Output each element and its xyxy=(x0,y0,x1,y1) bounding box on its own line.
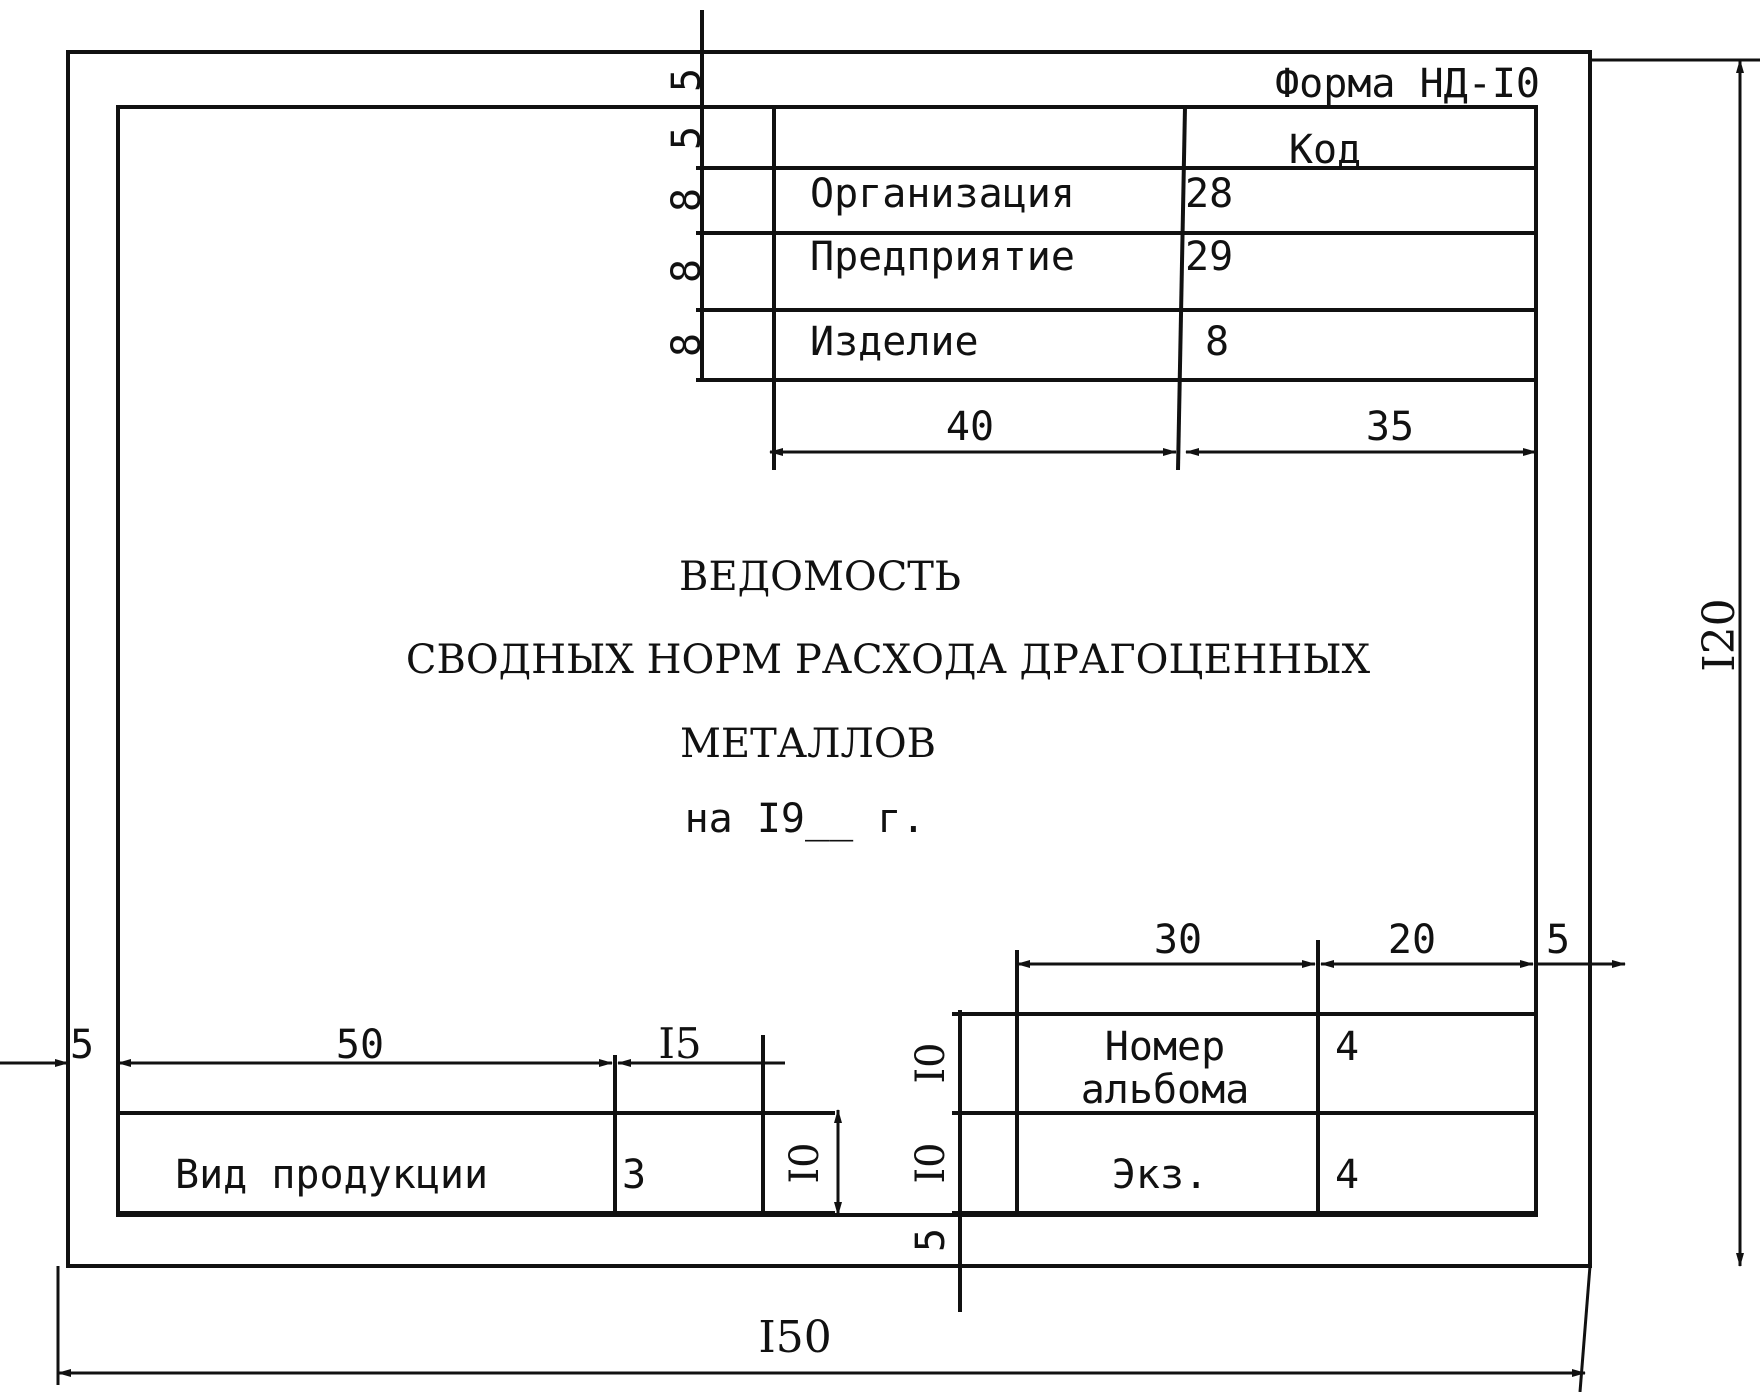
product-type-code: 3 xyxy=(622,1152,647,1198)
overall-width-dimension xyxy=(58,1266,1590,1392)
dimension-label: 5 xyxy=(664,125,710,151)
title-line: ВЕДОМОСТЬ xyxy=(679,554,961,600)
dimension-label: 8 xyxy=(664,332,710,358)
dimension-label: 8 xyxy=(664,258,710,284)
dimension-label: I20 xyxy=(1694,598,1745,672)
header-row-label: Организация xyxy=(810,171,1075,217)
bottom-right-dimensions xyxy=(1017,917,1625,964)
header-column-dimensions xyxy=(770,404,1536,452)
top-vertical-dimensions xyxy=(664,10,712,380)
dimension-label: I50 xyxy=(758,1312,832,1363)
dimension-label: 5 xyxy=(69,1022,95,1068)
header-row-code: 29 xyxy=(1185,234,1234,280)
document-title xyxy=(406,554,1371,842)
product-type-label: Вид продукции xyxy=(175,1152,489,1198)
dimension-label: I0 xyxy=(908,1042,954,1084)
dimension-label: 8 xyxy=(664,187,710,213)
title-line: на I9__ г. xyxy=(684,796,926,842)
dimension-label: 5 xyxy=(664,67,710,93)
code-header: Код xyxy=(1288,127,1362,173)
title-line: СВОДНЫХ НОРМ РАСХОДА ДРАГОЦЕННЫХ xyxy=(405,637,1371,683)
album-row-label: Экз. xyxy=(1111,1152,1209,1198)
overall-height-dimension xyxy=(1590,60,1760,1266)
dimension-label: I5 xyxy=(658,1019,702,1068)
dimension-label: 40 xyxy=(945,404,995,450)
dimension-label: I0 xyxy=(908,1142,954,1184)
album-table xyxy=(952,940,1536,1215)
dimension-label: 20 xyxy=(1387,917,1437,963)
album-row-label: Номер xyxy=(1104,1024,1226,1070)
dimension-label: 50 xyxy=(335,1022,385,1068)
dimension-label: 5 xyxy=(1545,917,1571,963)
header-row-label: Предприятие xyxy=(810,234,1075,280)
dimension-label: 30 xyxy=(1153,917,1203,963)
dimension-label: 35 xyxy=(1365,404,1415,450)
album-row-code: 4 xyxy=(1335,1024,1360,1070)
title-line: МЕТАЛЛОВ xyxy=(679,721,937,767)
album-row-label: альбома xyxy=(1080,1067,1250,1113)
form-label: Форма НД-I0 xyxy=(1275,61,1540,107)
header-row-code: 8 xyxy=(1205,319,1230,365)
bottom-left-row-dimension xyxy=(782,1110,838,1215)
header-row-code: 28 xyxy=(1185,171,1234,217)
album-row-code: 4 xyxy=(1335,1152,1360,1198)
header-row-label: Изделие xyxy=(810,319,979,365)
header-table-middle-border xyxy=(1178,107,1185,470)
dimension-label: I0 xyxy=(782,1142,828,1184)
dimension-label: 5 xyxy=(908,1227,954,1253)
